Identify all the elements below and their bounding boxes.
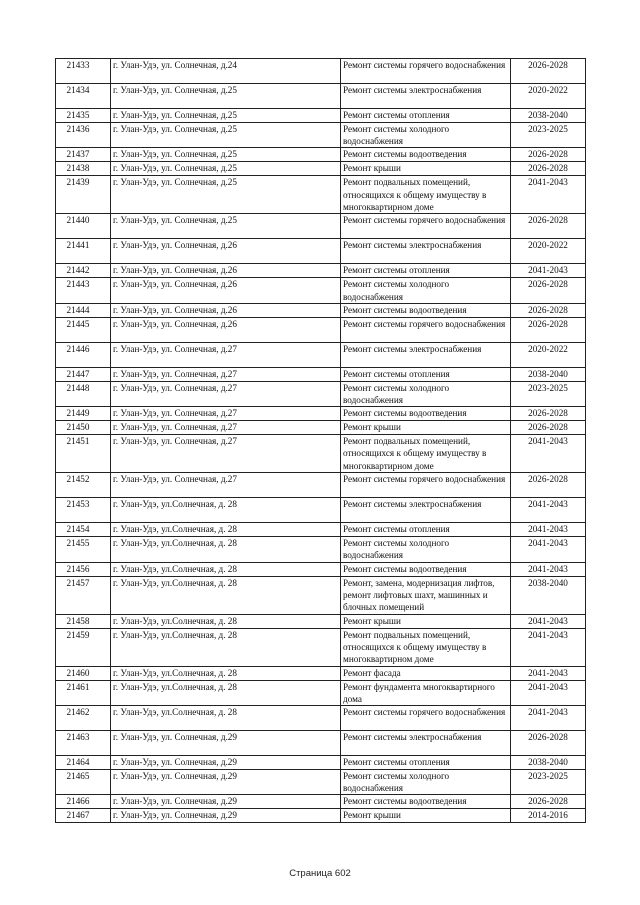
work-type-cell: Ремонт фасада — [341, 666, 511, 680]
row-number-cell: 21437 — [56, 148, 111, 162]
row-number-cell: 21463 — [56, 731, 111, 756]
address-cell: г. Улан-Удэ, ул. Солнечная, д.27 — [111, 421, 341, 435]
address-cell: г. Улан-Удэ, ул.Солнечная, д. 28 — [111, 523, 341, 537]
table-row — [56, 367, 586, 381]
address-cell: г. Улан-Удэ, ул.Солнечная, д. 28 — [111, 576, 341, 614]
row-number-cell: 21445 — [56, 317, 111, 342]
table-row — [56, 239, 586, 264]
period-cell: 2041-2043 — [511, 435, 586, 473]
table-row — [56, 84, 586, 109]
work-type-cell: Ремонт крыши — [341, 614, 511, 628]
address-cell: г. Улан-Удэ, ул. Солнечная, д.25 — [111, 176, 341, 214]
period-cell: 2041-2043 — [511, 523, 586, 537]
table-row — [56, 214, 586, 239]
page-number: Страница 602 — [289, 868, 351, 879]
period-cell: 2041-2043 — [511, 498, 586, 523]
address-cell: г. Улан-Удэ, ул. Солнечная, д.27 — [111, 381, 341, 406]
row-number-cell: 21439 — [56, 176, 111, 214]
row-number-cell: 21434 — [56, 84, 111, 109]
work-type-cell: Ремонт системы электроснабжения — [341, 498, 511, 523]
address-cell: г. Улан-Удэ, ул. Солнечная, д.25 — [111, 148, 341, 162]
work-type-cell: Ремонт системы холодного водоснабжения — [341, 123, 511, 148]
work-type-cell: Ремонт системы холодного водоснабжения — [341, 381, 511, 406]
address-cell: г. Улан-Удэ, ул. Солнечная, д.26 — [111, 317, 341, 342]
table-row — [56, 342, 586, 367]
table-row — [56, 666, 586, 680]
table-row — [56, 435, 586, 473]
period-cell: 2014-2016 — [511, 809, 586, 823]
address-cell: г. Улан-Удэ, ул. Солнечная, д.25 — [111, 162, 341, 176]
work-type-cell: Ремонт системы водоотведения — [341, 148, 511, 162]
row-number-cell: 21444 — [56, 303, 111, 317]
row-number-cell: 21435 — [56, 109, 111, 123]
period-cell: 2023-2025 — [511, 770, 586, 795]
address-cell: г. Улан-Удэ, ул.Солнечная, д. 28 — [111, 537, 341, 562]
address-cell: г. Улан-Удэ, ул. Солнечная, д.29 — [111, 809, 341, 823]
address-cell: г. Улан-Удэ, ул.Солнечная, д. 28 — [111, 666, 341, 680]
period-cell: 2023-2025 — [511, 381, 586, 406]
row-number-cell: 21459 — [56, 628, 111, 666]
address-cell: г. Улан-Удэ, ул. Солнечная, д.27 — [111, 407, 341, 421]
work-type-cell: Ремонт фундамента многоквартирного дома — [341, 680, 511, 705]
row-number-cell: 21452 — [56, 473, 111, 498]
table-row — [56, 809, 586, 823]
row-number-cell: 21441 — [56, 239, 111, 264]
row-number-cell: 21440 — [56, 214, 111, 239]
period-cell: 2020-2022 — [511, 84, 586, 109]
work-type-cell: Ремонт системы водоотведения — [341, 407, 511, 421]
period-cell: 2038-2040 — [511, 756, 586, 770]
work-type-cell: Ремонт подвальных помещений, относящихся к общему имуществу в многоквартирном доме — [341, 628, 511, 666]
row-number-cell: 21465 — [56, 770, 111, 795]
work-type-cell: Ремонт системы электроснабжения — [341, 239, 511, 264]
table-row — [56, 706, 586, 731]
period-cell: 2026-2028 — [511, 303, 586, 317]
work-type-cell: Ремонт системы отопления — [341, 109, 511, 123]
row-number-cell: 21438 — [56, 162, 111, 176]
table-row — [56, 614, 586, 628]
work-type-cell: Ремонт системы отопления — [341, 367, 511, 381]
period-cell: 2026-2028 — [511, 278, 586, 303]
table-row — [56, 562, 586, 576]
work-type-cell: Ремонт системы холодного водоснабжения — [341, 537, 511, 562]
table-row — [56, 523, 586, 537]
row-number-cell: 21457 — [56, 576, 111, 614]
work-type-cell: Ремонт, замена, модернизация лифтов, ремонт лифтовых шахт, машинных и блочных помещений — [341, 576, 511, 614]
period-cell: 2026-2028 — [511, 795, 586, 809]
period-cell: 2038-2040 — [511, 576, 586, 614]
row-number-cell: 21466 — [56, 795, 111, 809]
period-cell: 2023-2025 — [511, 123, 586, 148]
row-number-cell: 21453 — [56, 498, 111, 523]
row-number-cell: 21464 — [56, 756, 111, 770]
period-cell: 2038-2040 — [511, 367, 586, 381]
period-cell: 2041-2043 — [511, 666, 586, 680]
row-number-cell: 21447 — [56, 367, 111, 381]
address-cell: г. Улан-Удэ, ул. Солнечная, д.25 — [111, 84, 341, 109]
period-cell: 2026-2028 — [511, 214, 586, 239]
period-cell: 2041-2043 — [511, 537, 586, 562]
work-type-cell: Ремонт системы горячего водоснабжения — [341, 214, 511, 239]
row-number-cell: 21442 — [56, 264, 111, 278]
table-row — [56, 176, 586, 214]
row-number-cell: 21449 — [56, 407, 111, 421]
page-footer — [0, 868, 640, 879]
table-body — [56, 59, 586, 823]
row-number-cell: 21446 — [56, 342, 111, 367]
table-row — [56, 421, 586, 435]
address-cell: г. Улан-Удэ, ул. Солнечная, д.29 — [111, 756, 341, 770]
table-row — [56, 264, 586, 278]
period-cell: 2041-2043 — [511, 628, 586, 666]
work-type-cell: Ремонт системы горячего водоснабжения — [341, 317, 511, 342]
period-cell: 2026-2028 — [511, 317, 586, 342]
work-type-cell: Ремонт системы холодного водоснабжения — [341, 770, 511, 795]
table-row — [56, 680, 586, 705]
table-row — [56, 317, 586, 342]
table-row — [56, 123, 586, 148]
address-cell: г. Улан-Удэ, ул. Солнечная, д.29 — [111, 770, 341, 795]
table-row — [56, 303, 586, 317]
address-cell: г. Улан-Удэ, ул. Солнечная, д.24 — [111, 59, 341, 84]
table-row — [56, 576, 586, 614]
work-type-cell: Ремонт подвальных помещений, относящихся к общему имуществу в многоквартирном доме — [341, 435, 511, 473]
row-number-cell: 21450 — [56, 421, 111, 435]
address-cell: г. Улан-Удэ, ул. Солнечная, д.26 — [111, 264, 341, 278]
period-cell: 2041-2043 — [511, 562, 586, 576]
work-type-cell: Ремонт подвальных помещений, относящихся к общему имуществу в многоквартирном доме — [341, 176, 511, 214]
row-number-cell: 21451 — [56, 435, 111, 473]
work-type-cell: Ремонт крыши — [341, 162, 511, 176]
address-cell: г. Улан-Удэ, ул. Солнечная, д.25 — [111, 214, 341, 239]
row-number-cell: 21458 — [56, 614, 111, 628]
period-cell: 2020-2022 — [511, 239, 586, 264]
address-cell: г. Улан-Удэ, ул. Солнечная, д.25 — [111, 123, 341, 148]
table-row — [56, 537, 586, 562]
row-number-cell: 21461 — [56, 680, 111, 705]
table-row — [56, 628, 586, 666]
period-cell: 2041-2043 — [511, 176, 586, 214]
table-row — [56, 498, 586, 523]
table-row — [56, 756, 586, 770]
work-type-cell: Ремонт системы отопления — [341, 523, 511, 537]
period-cell: 2041-2043 — [511, 614, 586, 628]
table-row — [56, 162, 586, 176]
work-type-cell: Ремонт крыши — [341, 809, 511, 823]
row-number-cell: 21456 — [56, 562, 111, 576]
table-row — [56, 731, 586, 756]
work-type-cell: Ремонт крыши — [341, 421, 511, 435]
row-number-cell: 21454 — [56, 523, 111, 537]
address-cell: г. Улан-Удэ, ул. Солнечная, д.26 — [111, 303, 341, 317]
work-type-cell: Ремонт системы отопления — [341, 264, 511, 278]
work-type-cell: Ремонт системы электроснабжения — [341, 731, 511, 756]
work-type-cell: Ремонт системы горячего водоснабжения — [341, 473, 511, 498]
row-number-cell: 21467 — [56, 809, 111, 823]
table-row — [56, 473, 586, 498]
period-cell: 2041-2043 — [511, 264, 586, 278]
work-type-cell: Ремонт системы холодного водоснабжения — [341, 278, 511, 303]
address-cell: г. Улан-Удэ, ул.Солнечная, д. 28 — [111, 706, 341, 731]
work-type-cell: Ремонт системы электроснабжения — [341, 342, 511, 367]
address-cell: г. Улан-Удэ, ул. Солнечная, д.27 — [111, 367, 341, 381]
table-row — [56, 795, 586, 809]
period-cell: 2041-2043 — [511, 706, 586, 731]
work-type-cell: Ремонт системы горячего водоснабжения — [341, 706, 511, 731]
address-cell: г. Улан-Удэ, ул.Солнечная, д. 28 — [111, 628, 341, 666]
table-row — [56, 148, 586, 162]
table-row — [56, 381, 586, 406]
table-row — [56, 278, 586, 303]
period-cell: 2026-2028 — [511, 731, 586, 756]
period-cell: 2026-2028 — [511, 148, 586, 162]
table-row — [56, 407, 586, 421]
period-cell: 2020-2022 — [511, 342, 586, 367]
work-type-cell: Ремонт системы водоотведения — [341, 795, 511, 809]
work-type-cell: Ремонт системы отопления — [341, 756, 511, 770]
period-cell: 2026-2028 — [511, 421, 586, 435]
table-row — [56, 59, 586, 84]
address-cell: г. Улан-Удэ, ул. Солнечная, д.26 — [111, 239, 341, 264]
work-type-cell: Ремонт системы водоотведения — [341, 303, 511, 317]
row-number-cell: 21448 — [56, 381, 111, 406]
address-cell: г. Улан-Удэ, ул. Солнечная, д.27 — [111, 342, 341, 367]
row-number-cell: 21433 — [56, 59, 111, 84]
period-cell: 2026-2028 — [511, 473, 586, 498]
work-type-cell: Ремонт системы горячего водоснабжения — [341, 59, 511, 84]
period-cell: 2026-2028 — [511, 407, 586, 421]
address-cell: г. Улан-Удэ, ул. Солнечная, д.26 — [111, 278, 341, 303]
address-cell: г. Улан-Удэ, ул.Солнечная, д. 28 — [111, 680, 341, 705]
address-cell: г. Улан-Удэ, ул. Солнечная, д.29 — [111, 731, 341, 756]
table-row — [56, 770, 586, 795]
address-cell: г. Улан-Удэ, ул. Солнечная, д.29 — [111, 795, 341, 809]
row-number-cell: 21455 — [56, 537, 111, 562]
address-cell: г. Улан-Удэ, ул. Солнечная, д.25 — [111, 109, 341, 123]
address-cell: г. Улан-Удэ, ул. Солнечная, д.27 — [111, 473, 341, 498]
row-number-cell: 21462 — [56, 706, 111, 731]
work-type-cell: Ремонт системы водоотведения — [341, 562, 511, 576]
period-cell: 2038-2040 — [511, 109, 586, 123]
period-cell: 2026-2028 — [511, 59, 586, 84]
address-cell: г. Улан-Удэ, ул.Солнечная, д. 28 — [111, 614, 341, 628]
work-type-cell: Ремонт системы электроснабжения — [341, 84, 511, 109]
table-row — [56, 109, 586, 123]
row-number-cell: 21460 — [56, 666, 111, 680]
period-cell: 2041-2043 — [511, 680, 586, 705]
period-cell: 2026-2028 — [511, 162, 586, 176]
address-cell: г. Улан-Удэ, ул.Солнечная, д. 28 — [111, 498, 341, 523]
row-number-cell: 21436 — [56, 123, 111, 148]
address-cell: г. Улан-Удэ, ул.Солнечная, д. 28 — [111, 562, 341, 576]
row-number-cell: 21443 — [56, 278, 111, 303]
address-cell: г. Улан-Удэ, ул. Солнечная, д.27 — [111, 435, 341, 473]
repair-schedule-table — [55, 58, 586, 823]
